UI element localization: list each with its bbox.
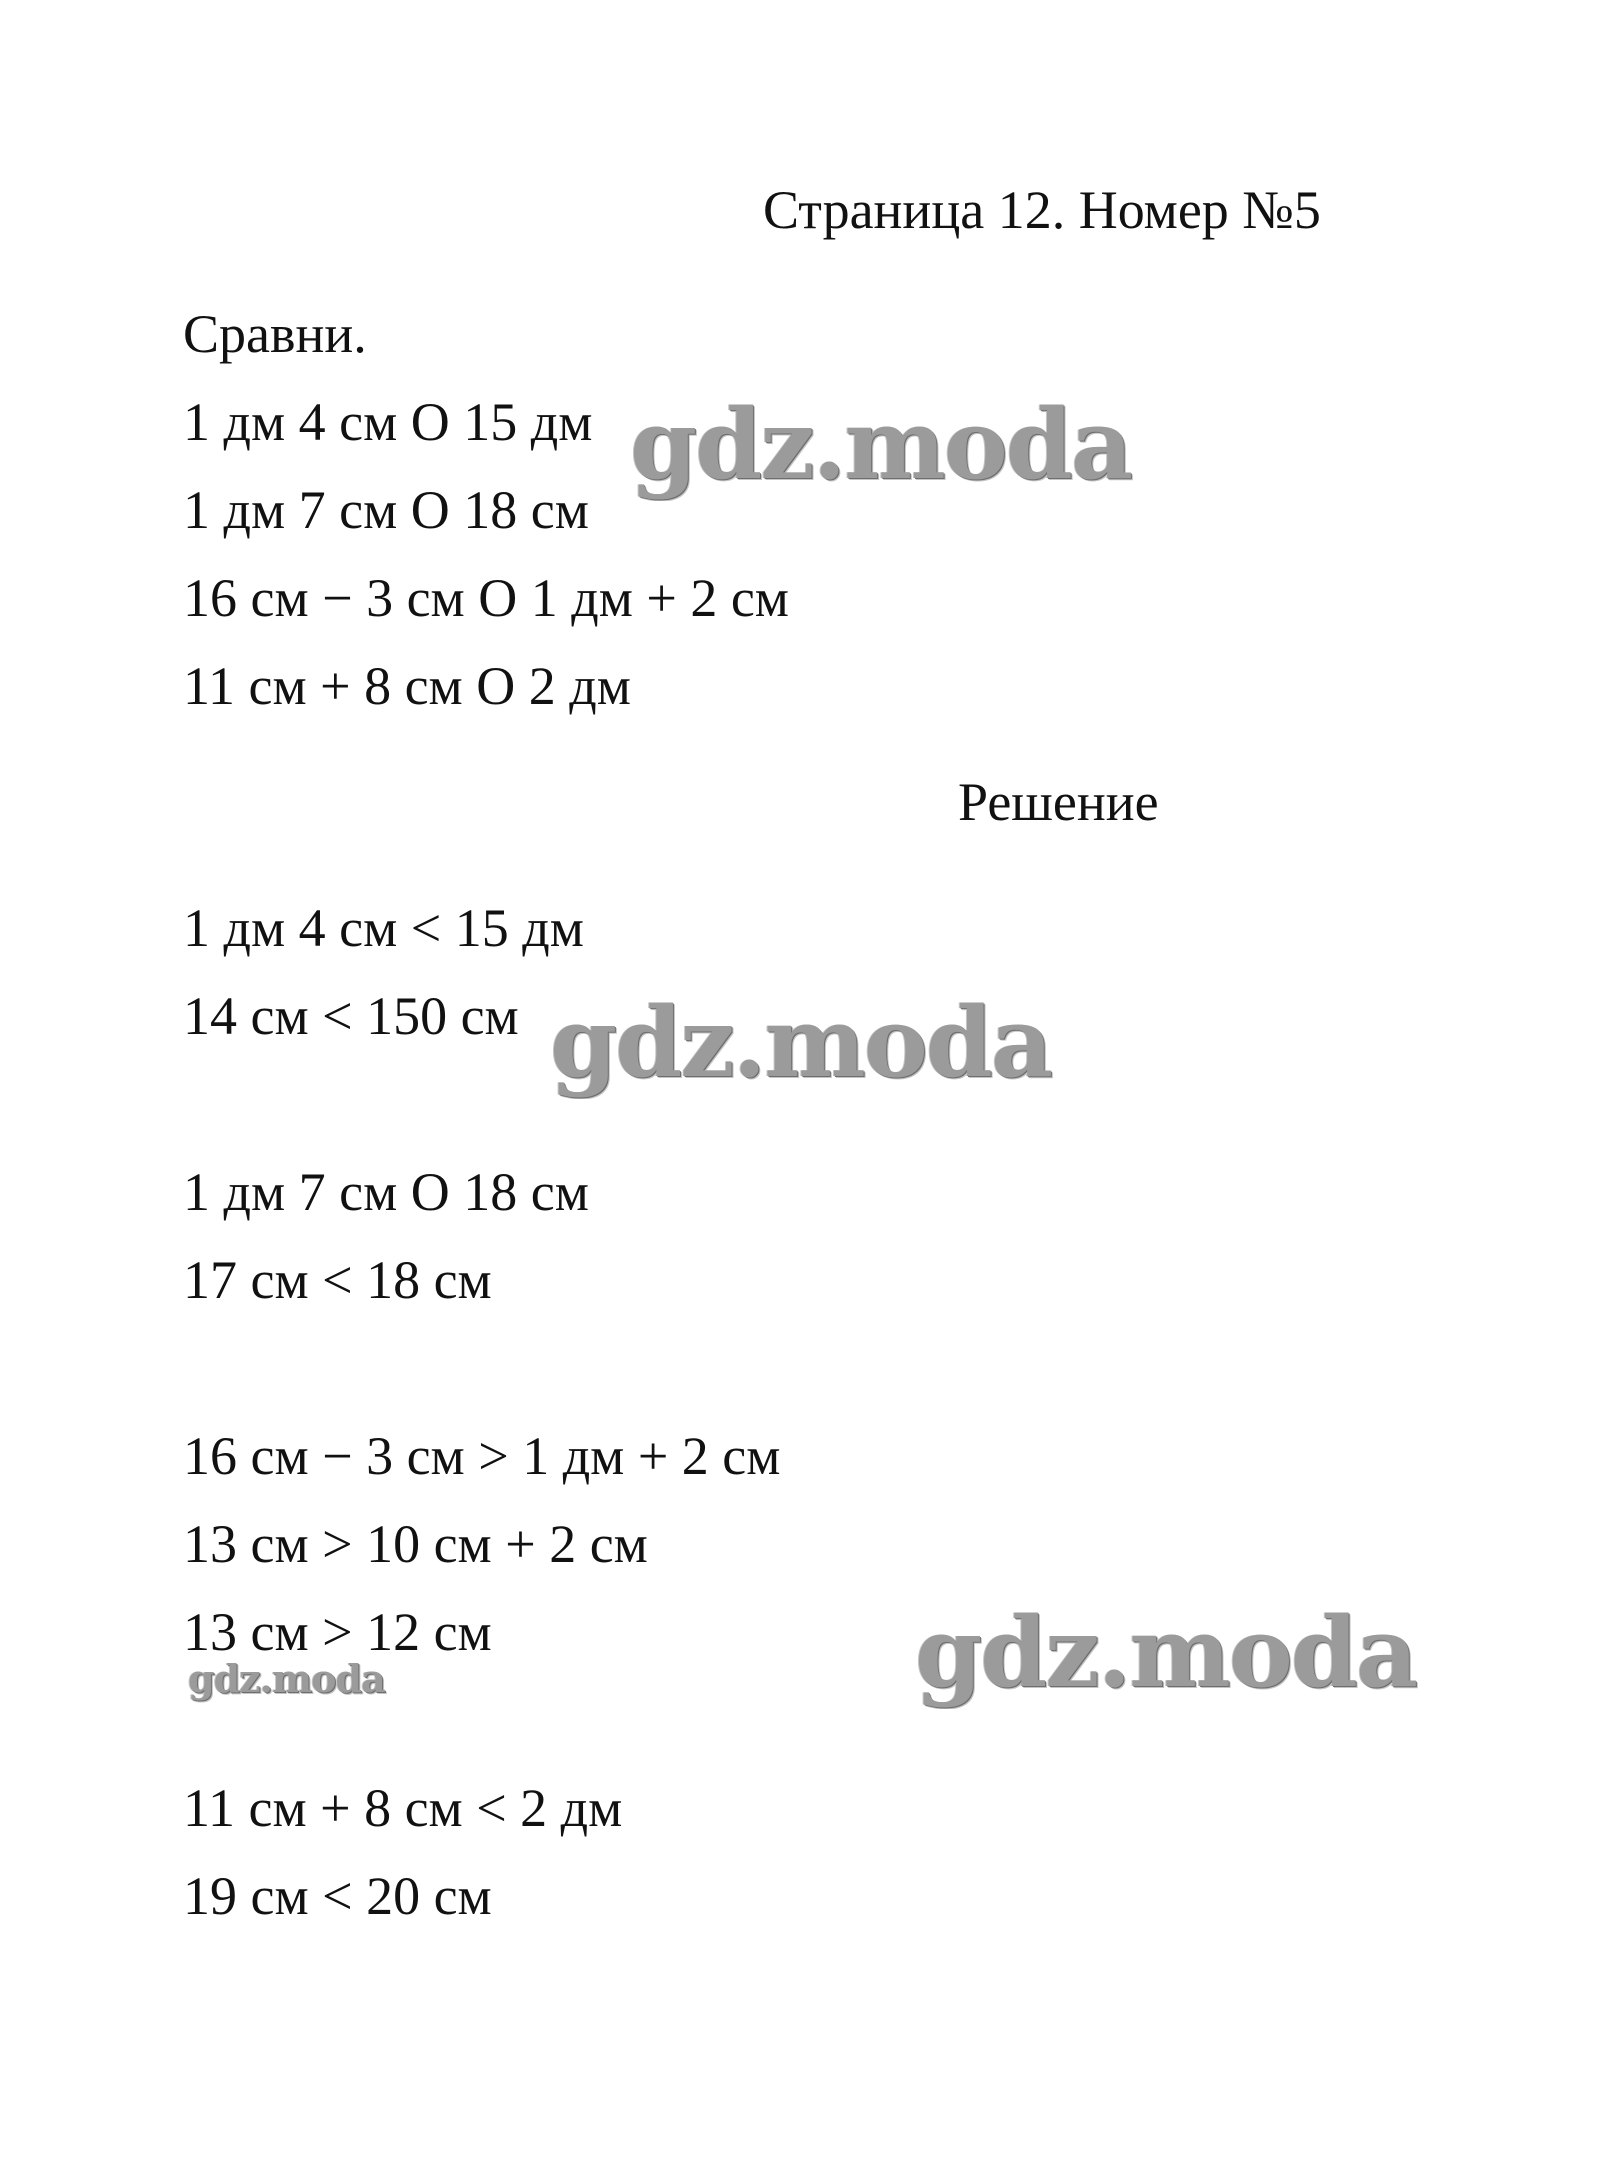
page-title: Страница 12. Номер №5 [763, 180, 1321, 240]
solution-block-2-line-1: 1 дм 7 см О 18 см [183, 1162, 589, 1222]
solution-block-3-line-3: 13 см > 12 см [183, 1602, 492, 1662]
solution-heading: Решение [958, 772, 1159, 832]
solution-block-2-line-2: 17 см < 18 см [183, 1250, 492, 1310]
solution-block-3-line-1: 16 см − 3 см > 1 дм + 2 см [183, 1426, 781, 1486]
solution-block-3-line-2: 13 см > 10 см + 2 см [183, 1514, 648, 1574]
task-line-2: 1 дм 7 см О 18 см [183, 480, 589, 540]
task-instruction: Сравни. [183, 304, 367, 364]
task-line-3: 16 см − 3 см О 1 дм + 2 см [183, 568, 789, 628]
solution-block-1-line-2: 14 см < 150 см [183, 986, 519, 1046]
task-line-4: 11 см + 8 см О 2 дм [183, 656, 631, 716]
task-line-1: 1 дм 4 см О 15 дм [183, 392, 593, 452]
watermark-logo: gdz.moda [550, 986, 1052, 1099]
watermark-logo: gdz.moda [630, 388, 1132, 501]
solution-block-4-line-2: 19 см < 20 см [183, 1866, 492, 1926]
watermark-logo: gdz.moda [188, 1656, 385, 1701]
solution-block-4-line-1: 11 см + 8 см < 2 дм [183, 1778, 623, 1838]
watermark-logo: gdz.moda [915, 1596, 1417, 1709]
solution-block-1-line-1: 1 дм 4 см < 15 дм [183, 898, 584, 958]
